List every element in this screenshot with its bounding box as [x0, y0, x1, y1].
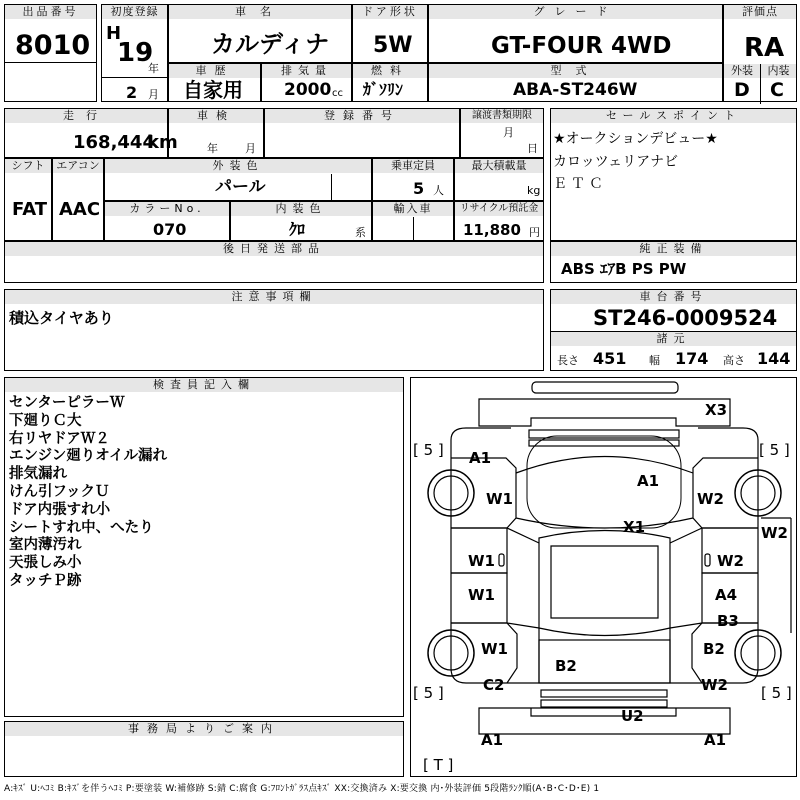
- registration-label: 登録番号: [265, 109, 459, 123]
- score-cell: [723, 4, 797, 102]
- shift-label: シフト: [5, 159, 51, 173]
- inspector-comment-line: 下廻りＣ大: [9, 412, 82, 429]
- recycle-cell: [454, 201, 544, 241]
- width-label: 幅: [649, 354, 660, 367]
- damage-mark: C2: [483, 676, 505, 694]
- later-parts-cell: [4, 241, 544, 283]
- model-cell: [428, 63, 723, 102]
- import-cell: [372, 201, 454, 241]
- tire-depth-rear-right: [ 5 ]: [761, 684, 792, 702]
- grade-label: グレード: [429, 5, 722, 19]
- reg-year: 19: [117, 38, 154, 68]
- inspection-cell: [168, 108, 264, 158]
- notes-cell: [4, 289, 544, 371]
- inspector-comment-line: ドア内張すれ小: [9, 501, 111, 518]
- mileage-value: 168,444: [73, 132, 155, 153]
- inspector-comment-line: センターピラーＷ: [9, 395, 125, 411]
- transfer-day-unit: 日: [527, 142, 538, 155]
- first-reg-label: 初度登録: [102, 5, 167, 19]
- body-color-value: パール: [215, 177, 266, 197]
- reg-month: 2: [126, 83, 138, 102]
- damage-mark: W1: [486, 490, 513, 508]
- interior-color-cell: [230, 201, 372, 241]
- transfer-month-unit: 月: [503, 126, 514, 139]
- inspector-comment-line: 天張しみ小: [9, 555, 82, 572]
- equipment-cell: [550, 241, 797, 283]
- office-cell: [4, 721, 404, 777]
- body-color-cell: [104, 158, 372, 201]
- inspector-comment-line: 室内薄汚れ: [9, 537, 82, 554]
- damage-mark: X3: [705, 401, 728, 419]
- capacity-cell: [372, 158, 454, 201]
- shift-cell: [4, 158, 52, 241]
- spare-tire-mark: [ T ]: [423, 756, 454, 774]
- model-label: 型式: [429, 64, 722, 78]
- office-label: 事務局よりご案内: [5, 722, 403, 736]
- notes-label: 注意事項欄: [5, 290, 543, 304]
- damage-mark: B3: [717, 612, 739, 630]
- fuel-label: 燃料: [353, 64, 427, 78]
- displacement-unit: cc: [332, 88, 343, 99]
- inspector-comment-line: 排気漏れ: [9, 466, 67, 483]
- inspector-comment-line: タッチＰ跡: [9, 572, 82, 589]
- capacity-value: 5: [413, 179, 425, 198]
- car-name-label: 車名: [169, 5, 351, 19]
- door-label: ドア形状: [353, 5, 427, 19]
- interior-color-unit: 系: [355, 226, 366, 239]
- damage-mark: X1: [623, 518, 646, 536]
- auction-score: RA: [744, 33, 785, 63]
- body-color-label: 外装色: [105, 159, 371, 173]
- color-number-value: 070: [153, 220, 187, 239]
- inspector-comment-line: シートすれ中、へたり: [9, 519, 154, 536]
- interior-grade: C: [770, 79, 784, 101]
- equipment-value: ABS ｴｱB PS PW: [561, 260, 687, 278]
- fuel-cell: [352, 63, 428, 102]
- model-code: ABA-ST246W: [513, 80, 638, 100]
- height-value: 144: [757, 349, 791, 368]
- capacity-label: 乗車定員: [373, 159, 453, 173]
- tire-depth-front-right: [ 5 ]: [759, 441, 790, 459]
- damage-mark: A1: [704, 731, 727, 749]
- history-value: 自家用: [183, 78, 243, 102]
- interior-label: 内装: [760, 64, 796, 78]
- sales-point-line: ★オークションデビュー★: [553, 131, 718, 147]
- tire-depth-rear-left: [ 5 ]: [413, 684, 444, 702]
- damage-mark: A4: [715, 586, 738, 604]
- damage-mark: W2: [701, 676, 728, 694]
- aircon-value: AAC: [59, 199, 101, 220]
- damage-diagram: [410, 377, 797, 777]
- car-outline-drawing: [411, 378, 798, 778]
- year-unit: 年: [148, 62, 159, 75]
- mileage-unit: km: [147, 132, 178, 153]
- damage-mark: U2: [621, 707, 644, 725]
- length-value: 451: [593, 349, 627, 368]
- damage-mark: W2: [761, 524, 788, 542]
- max-load-cell: [454, 158, 544, 201]
- inspector-label: 検査員記入欄: [5, 378, 403, 392]
- grade-cell: [428, 4, 723, 63]
- damage-mark: W1: [468, 552, 495, 570]
- inspector-comment-list: [9, 395, 167, 591]
- aircon-cell: [52, 158, 104, 241]
- month-unit: 月: [148, 88, 159, 101]
- mileage-cell: [4, 108, 178, 158]
- color-number-cell: [104, 201, 230, 241]
- damage-mark: W1: [468, 586, 495, 604]
- max-load-label: 最大積載量: [455, 159, 543, 173]
- equipment-label: 純正装備: [551, 242, 796, 256]
- inspector-cell: [4, 377, 404, 717]
- era-letter: H: [106, 23, 122, 44]
- height-label: 高さ: [723, 354, 745, 367]
- inspector-comment-line: 右リヤドアＷ２: [9, 430, 110, 447]
- first-registration-cell: [101, 4, 168, 102]
- inspection-month-unit: 月: [245, 142, 256, 155]
- tire-depth-front-left: [ 5 ]: [413, 441, 444, 459]
- registration-cell: [264, 108, 460, 158]
- damage-mark: W1: [481, 640, 508, 658]
- damage-mark: W2: [697, 490, 724, 508]
- inspection-year-unit: 年: [207, 142, 218, 155]
- transfer-cell: [460, 108, 544, 158]
- later-parts-label: 後日発送部品: [5, 242, 543, 256]
- interior-color-label: 内装色: [231, 202, 371, 216]
- damage-mark: B2: [555, 657, 577, 675]
- interior-color-value: ｸﾛ: [289, 220, 306, 239]
- inspection-label: 車検: [169, 109, 263, 123]
- shift-value: FAT: [12, 199, 48, 220]
- score-label: 評価点: [724, 5, 796, 19]
- recycle-label: リサイクル預託金: [455, 202, 543, 216]
- notes-value: 積込タイヤあり: [9, 309, 114, 327]
- width-value: 174: [675, 349, 709, 368]
- max-load-unit: kg: [527, 184, 541, 197]
- lot-number: 8010: [15, 30, 91, 61]
- damage-mark: B2: [703, 640, 725, 658]
- sales-points-cell: [550, 108, 797, 241]
- exterior-grade: D: [734, 79, 750, 101]
- displacement-value: 2000: [284, 80, 332, 100]
- damage-mark: A1: [469, 449, 492, 467]
- sales-point-line: カロッツェリアナビ: [553, 154, 679, 170]
- lot-label: 出品番号: [5, 5, 96, 19]
- spec-label: 諸元: [551, 332, 796, 346]
- displacement-label: 排気量: [262, 64, 351, 78]
- sales-points-label: セールスポイント: [551, 109, 796, 123]
- car-name-cell: [168, 4, 352, 63]
- aircon-label: エアコン: [53, 159, 103, 173]
- color-number-label: カラーNo.: [105, 202, 229, 216]
- transfer-label: 譲渡書類期限: [461, 109, 543, 123]
- recycle-value: 11,880: [463, 221, 521, 239]
- inspector-comment-line: エンジン廻りオイル漏れ: [9, 448, 168, 465]
- sales-point-line: ＥＴＣ: [553, 176, 607, 192]
- chassis-cell: [550, 289, 797, 371]
- damage-code-legend: A:ｷｽﾞ U:ﾍｺﾐ B:ｷｽﾞを伴うﾍｺﾐ P:要塗装 W:補修跡 S:錆 C:腐食 G:ﾌﾛﾝﾄｶﾞﾗｽ点ｷｽﾞ XX:交換済み X:要交換 内･外装評価 5段階ﾗﾝｸ順(A･B･C･D･E) 1: [4, 784, 600, 794]
- fuel-value: ｶﾞｿﾘﾝ: [363, 80, 404, 99]
- door-type: 5W: [373, 33, 413, 58]
- import-label: 輸入車: [373, 202, 453, 216]
- grade-value: GT-FOUR 4WD: [491, 33, 672, 59]
- capacity-unit: 人: [433, 184, 444, 197]
- history-label: 車歴: [169, 64, 260, 78]
- exterior-label: 外装: [724, 64, 760, 78]
- mileage-label: 走行: [5, 109, 167, 123]
- chassis-label: 車台番号: [551, 290, 796, 304]
- chassis-number: ST246-0009524: [593, 306, 778, 330]
- inspector-comment-line: けん引フックＵ: [9, 483, 110, 500]
- length-label: 長さ: [557, 354, 579, 367]
- damage-mark: A1: [637, 472, 660, 490]
- history-cell: [168, 63, 261, 102]
- door-cell: [352, 4, 428, 63]
- damage-mark: A1: [481, 731, 504, 749]
- displacement-cell: [261, 63, 352, 102]
- car-name: カルディナ: [211, 30, 330, 58]
- lot-cell: [4, 4, 97, 102]
- recycle-unit: 円: [529, 226, 540, 239]
- damage-mark: W2: [717, 552, 744, 570]
